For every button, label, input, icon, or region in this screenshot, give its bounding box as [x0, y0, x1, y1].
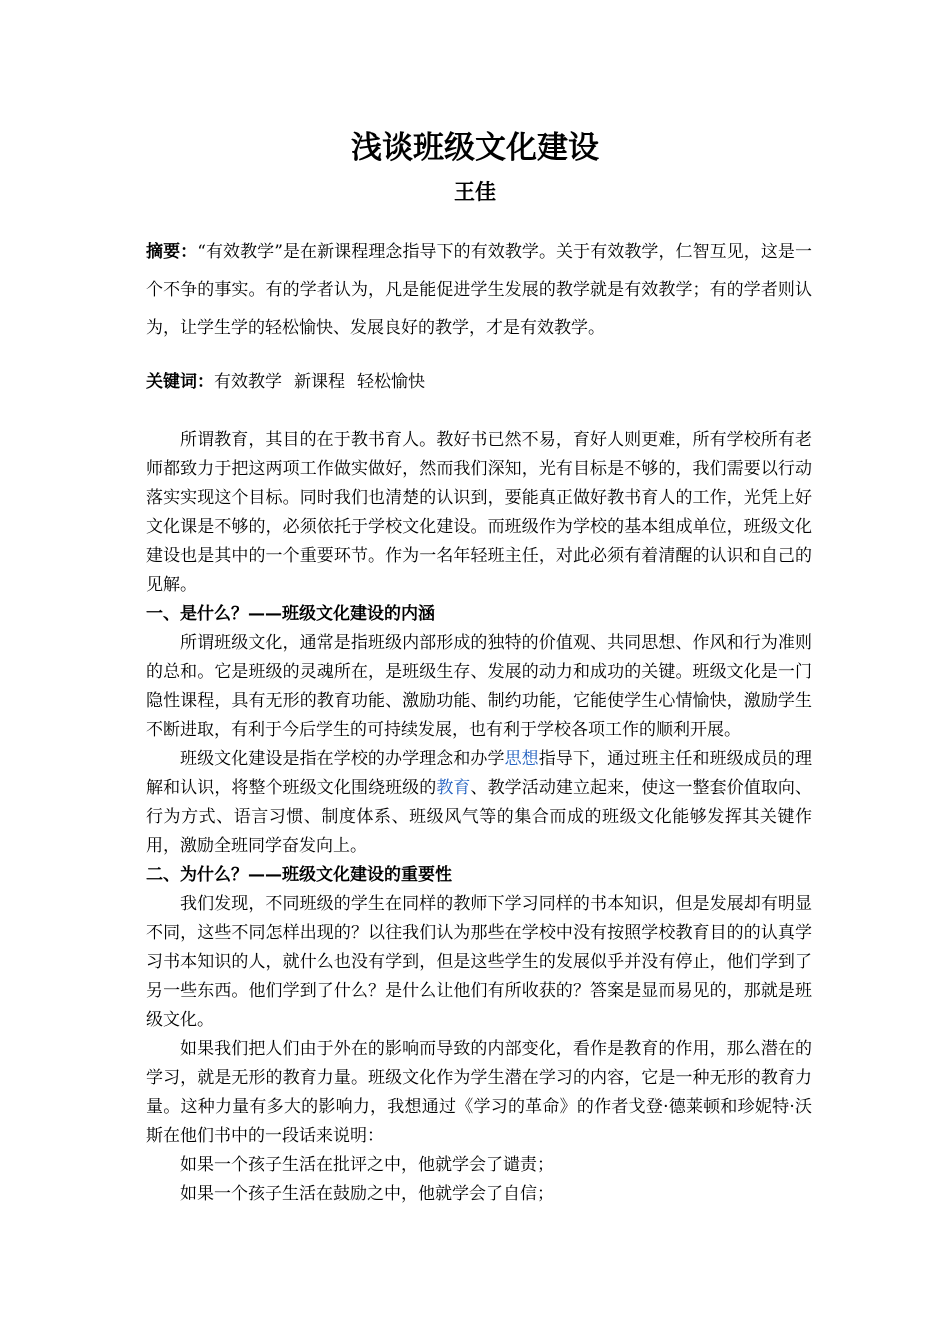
quote-line: 如果一个孩子生活在鼓励之中，他就学会了自信；	[180, 1184, 554, 1204]
abstract	[146, 233, 812, 347]
body-paragraph: 所谓班级文化，通常是指班级内部形成的独特的价值观、共同思想、作风和行为准则的总和。它是班级的灵魂所在，是班级生存、发展的动力和成功的关键。班级文化是一门隐性课程，具有无形的教育功能、激励功能、制约功能，它能使学生心情愉快，激励学生不断进取，有利于今后学生的可持续发展，也有利于学校各项工作的顺利开展。	[146, 633, 812, 740]
link-jiaoyu[interactable]: 教育	[436, 778, 471, 798]
section-heading: 二、为什么？——班级文化建设的重要性	[146, 865, 452, 885]
link-sixiang[interactable]: 思想	[504, 749, 539, 769]
body-paragraph	[146, 745, 812, 861]
quote-line: 如果一个孩子生活在批评之中，他就学会了谴责；	[180, 1155, 554, 1175]
intro-paragraph: 所谓教育，其目的在于教书育人。教好书已然不易，育好人则更难，所有学校所有老师都致力于把这两项工作做实做好，然而我们深知，光有目标是不够的，我们需要以行动落实实现这个目标。同时我们也清楚的认识到，要能真正做好教书育人的工作，光凭上好文化课是不够的，必须依托于学校文化建设。而班级作为学校的基本组成单位，班级文化建设也是其中的一个重要环节。作为一名年轻班主任，对此必须有着清醒的认识和自己的见解。	[146, 430, 812, 595]
keyword: 轻松愉快	[357, 372, 425, 392]
author-name: 王佳	[454, 180, 496, 204]
section-heading: 一、是什么？——班级文化建设的内涵	[146, 604, 435, 624]
keyword: 新课程	[294, 372, 345, 392]
paragraph-text: 、教学活动建立起来，使这一整套价值取向、行为方式、语言习惯、制度体系、班级风气等的集合而成的班级文化能够发挥其关键作用，激励全班同学奋发向上。	[146, 778, 813, 856]
body-paragraph: 如果我们把人们由于外在的影响而导致的内部变化，看作是教育的作用，那么潜在的学习，就是无形的教育力量。班级文化作为学生潜在学习的内容，它是一种无形的教育力量。这种力量有多大的影响力，我想通过《学习的革命》的作者戈登·德莱顿和珍妮特·沃斯在他们书中的一段话来说明：	[146, 1039, 812, 1146]
paragraph-text: 班级文化建设是指在学校的办学理念和办学	[180, 749, 505, 769]
paragraph-text: 指导下，通过班主任和班级成员的理解和认识，将整个班级文化围绕班级的	[146, 749, 813, 798]
abstract-text: “有效教学”是在新课程理念指导下的有效教学。关于有效教学，仁智互见，这是一个不争的事实。有的学者认为，凡是能促进学生发展的教学就是有效教学；有的学者则认为，让学生学的轻松愉快、发展良好的教学，才是有效教学。	[146, 242, 812, 338]
body-paragraph: 我们发现，不同班级的学生在同样的教师下学习同样的书本知识，但是发展却有明显不同，这些不同怎样出现的？以往我们认为那些在学校中没有按照学校教育目的的认真学习书本知识的人，就什么也没有学到，但是这些学生的发展似乎并没有停止，他们学到了另一些东西。他们学到了什么？是什么让他们有所收获的？答案是显而易见的，那就是班级文化。	[146, 894, 812, 1030]
document-title: 浅谈班级文化建设	[351, 130, 599, 166]
abstract-label: 摘要：	[146, 242, 198, 262]
keywords-label: 关键词：	[146, 372, 214, 392]
article-body	[146, 426, 812, 1209]
keywords	[146, 366, 812, 398]
keyword: 有效教学	[214, 372, 282, 392]
